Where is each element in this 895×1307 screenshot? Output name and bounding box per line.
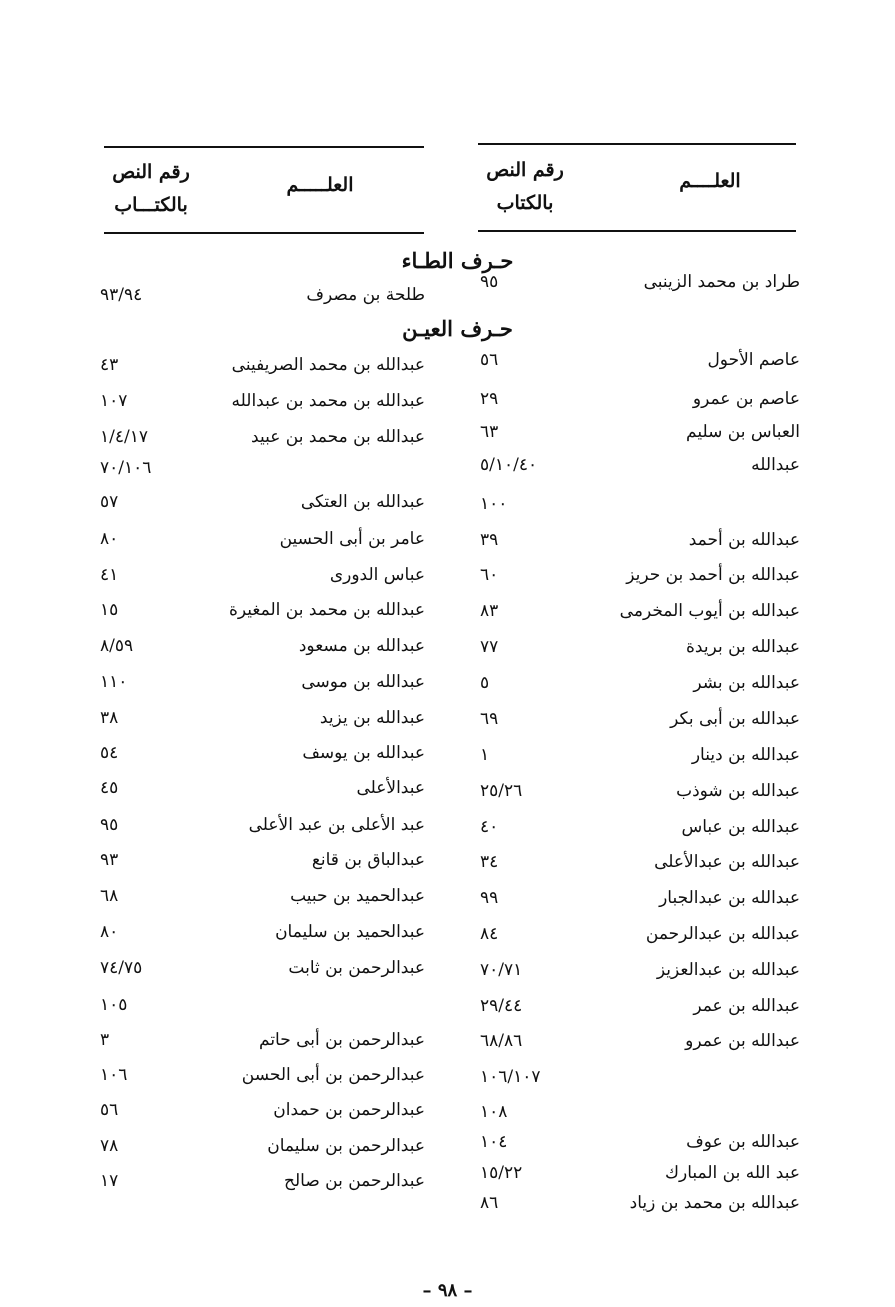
left-entry-name: عباس الدورى: [329, 565, 425, 585]
left-entry-ref: ٣٨: [100, 708, 119, 728]
right-entry-ref: ٥٦: [480, 350, 499, 370]
right-entry-name: عبدالله بن أحمد بن حريز: [626, 565, 800, 585]
header-top-rule-left: [104, 146, 424, 148]
right-entry-name: عبدالله بن عبدالعزيز: [656, 960, 800, 980]
left-entry-ref: ٥٧: [100, 492, 119, 512]
left-entry-name: عبدالحميد بن سليمان: [275, 922, 425, 942]
header-top-rule-right: [478, 143, 796, 145]
left-entry-name: عبدالله بن يوسف: [302, 743, 425, 763]
right-entry-name: عبدالله بن عمرو: [685, 1031, 800, 1051]
right-entry-name: طراد بن محمد الزينبى: [643, 272, 800, 292]
left-entry-ref: ١٠٧: [100, 391, 128, 411]
left-entry-ref: ٥٤: [100, 743, 119, 763]
right-entry-ref: ٢٩/٤٤: [480, 996, 523, 1016]
left-entry-name: عبدالله بن محمد بن المغيرة: [229, 600, 425, 620]
right-entry-name: عبد الله بن المبارك: [665, 1163, 800, 1183]
right-entry-ref: ٧٧: [480, 637, 499, 657]
right-entry-ref: ٩٥: [480, 272, 499, 292]
right-entry-name: عبدالله بن أيوب المخرمى: [619, 601, 800, 621]
right-entry-name: عاصم بن عمرو: [692, 389, 800, 409]
right-entry-ref: ٨٤: [480, 924, 499, 944]
left-entry-ref: ٧٨: [100, 1136, 119, 1156]
section-title-ta: حـرف الطـاء: [401, 248, 514, 273]
right-entry-ref: ٨٦: [480, 1193, 499, 1213]
right-entry-ref: ٦٨/٨٦: [480, 1031, 523, 1051]
left-entry-name: عبدالله بن محمد بن عبدالله: [231, 391, 425, 411]
right-entry-ref: ١٠٨: [480, 1102, 508, 1122]
left-entry-ref: ٨٠: [100, 529, 119, 549]
right-entry-name: عاصم الأحول: [707, 350, 800, 370]
page-number: – ٩٨ –: [422, 1280, 473, 1301]
right-entry-name: عبدالله بن بريدة: [686, 637, 800, 657]
left-entry-name: عبدالرحمن بن ثابت: [288, 958, 425, 978]
right-entry-ref: ١٠٦/١٠٧: [480, 1067, 541, 1087]
header-ref-col-left-line1: رقم النص: [112, 161, 190, 183]
right-entry-name: عبدالله بن عبدالرحمن: [645, 924, 800, 944]
right-entry-name: عبدالله بن شوذب: [676, 781, 800, 801]
left-entry-ref: ١/٤/١٧: [100, 427, 148, 447]
left-entry-ref: ٨٠: [100, 922, 119, 942]
right-entry-ref: ٢٩: [480, 389, 499, 409]
left-entry-ref: ٧٤/٧٥: [100, 958, 143, 978]
header-name-col-right: العلــــم: [679, 170, 741, 192]
header-name-col-left: العلـــــم: [286, 174, 354, 196]
header-bottom-rule-left: [104, 232, 424, 234]
left-entry-name: عبدالله بن موسى: [301, 672, 425, 692]
right-entry-name: عبدالله بن عبدالأعلى: [654, 852, 800, 872]
left-entry-name: عبدالأعلى: [356, 778, 425, 798]
right-entry-name: العباس بن سليم: [686, 422, 800, 442]
left-entry-name: عبدالله بن مسعود: [298, 636, 425, 656]
left-entry-ref: ٥٦: [100, 1100, 119, 1120]
left-entry-ref: ٧٠/١٠٦: [100, 458, 152, 478]
right-entry-name: عبدالله بن عمر: [693, 996, 800, 1016]
right-entry-ref: ٢٥/٢٦: [480, 781, 523, 801]
left-entry-name: عبدالباق بن قانع: [311, 850, 425, 870]
left-entry-name: عامر بن أبى الحسين: [279, 529, 425, 549]
right-entry-name: عبدالله بن دينار: [691, 745, 800, 765]
right-entry-ref: ٨٣: [480, 601, 499, 621]
left-entry-name: عبدالحميد بن حبيب: [290, 886, 425, 906]
left-entry-ref: ٨/٥٩: [100, 636, 134, 656]
left-entry-ref: ٦٨: [100, 886, 119, 906]
left-entry-ref: ٤٣: [100, 355, 119, 375]
right-entry-ref: ١٠٤: [480, 1132, 508, 1152]
section-title-ain: حـرف العيـن: [402, 316, 513, 341]
right-entry-name: عبدالله بن بشر: [693, 673, 800, 693]
right-entry-ref: ٦٣: [480, 422, 499, 442]
left-entry-ref: ٣: [100, 1030, 110, 1050]
left-entry-ref: ١٧: [100, 1171, 119, 1191]
right-entry-ref: ١٠٠: [480, 494, 508, 514]
left-entry-name: عبدالرحمن بن صالح: [283, 1171, 425, 1191]
right-entry-name: عبدالله بن عباس: [681, 817, 800, 837]
right-entry-name: عبدالله بن عوف: [686, 1132, 800, 1152]
right-entry-ref: ١٥/٢٢: [480, 1163, 523, 1183]
left-entry-ref: ٤١: [100, 565, 119, 585]
right-entry-ref: ٤٠: [480, 817, 499, 837]
right-entry-name: عبدالله بن أبى بكر: [670, 709, 800, 729]
left-entry-ref: ٩٣: [100, 850, 119, 870]
left-entry-name: عبدالله بن العتكى: [300, 492, 425, 512]
right-entry-ref: ٣٤: [480, 852, 499, 872]
left-entry-name: عبدالله بن محمد بن عبيد: [251, 427, 425, 447]
left-entry-name: عبد الأعلى بن عبد الأعلى: [248, 815, 425, 835]
left-entry-ref: ٩٥: [100, 815, 119, 835]
left-entry-name: عبدالرحمن بن أبى حاتم: [259, 1030, 425, 1050]
right-entry-name: عبدالله بن أحمد: [688, 530, 800, 550]
left-entry-name: عبدالله بن محمد الصريفينى: [231, 355, 425, 375]
left-entry-name: طلحة بن مصرف: [306, 285, 425, 305]
right-entry-name: عبدالله بن محمد بن زياد: [629, 1193, 800, 1213]
header-bottom-rule-right: [478, 230, 796, 232]
left-entry-name: عبدالرحمن بن حمدان: [273, 1100, 425, 1120]
left-entry-ref: ٤٥: [100, 778, 119, 798]
right-entry-name: عبدالله بن عبدالجبار: [659, 888, 800, 908]
left-entry-ref: ٩٣/٩٤: [100, 285, 143, 305]
right-entry-ref: ٧٠/٧١: [480, 960, 523, 980]
left-entry-ref: ١٥: [100, 600, 119, 620]
left-entry-ref: ١٠٥: [100, 995, 128, 1015]
header-ref-col-left-line2: بالكتـــاب: [114, 194, 188, 216]
right-entry-ref: ٦٩: [480, 709, 499, 729]
left-entry-ref: ١١٠: [100, 672, 128, 692]
right-entry-name: عبدالله: [751, 455, 800, 475]
left-entry-ref: ١٠٦: [100, 1065, 128, 1085]
left-entry-name: عبدالله بن يزيد: [319, 708, 425, 728]
left-entry-name: عبدالرحمن بن أبى الحسن: [241, 1065, 425, 1085]
right-entry-ref: ٥/١٠/٤٠: [480, 455, 538, 475]
right-entry-ref: ٣٩: [480, 530, 499, 550]
header-ref-col-right-line1: رقم النص: [486, 159, 564, 181]
right-entry-ref: ٩٩: [480, 888, 499, 908]
left-entry-name: عبدالرحمن بن سليمان: [267, 1136, 425, 1156]
header-ref-col-right-line2: بالكتاب: [496, 192, 554, 214]
right-entry-ref: ١: [480, 745, 490, 765]
right-entry-ref: ٥: [480, 673, 490, 693]
right-entry-ref: ٦٠: [480, 565, 499, 585]
